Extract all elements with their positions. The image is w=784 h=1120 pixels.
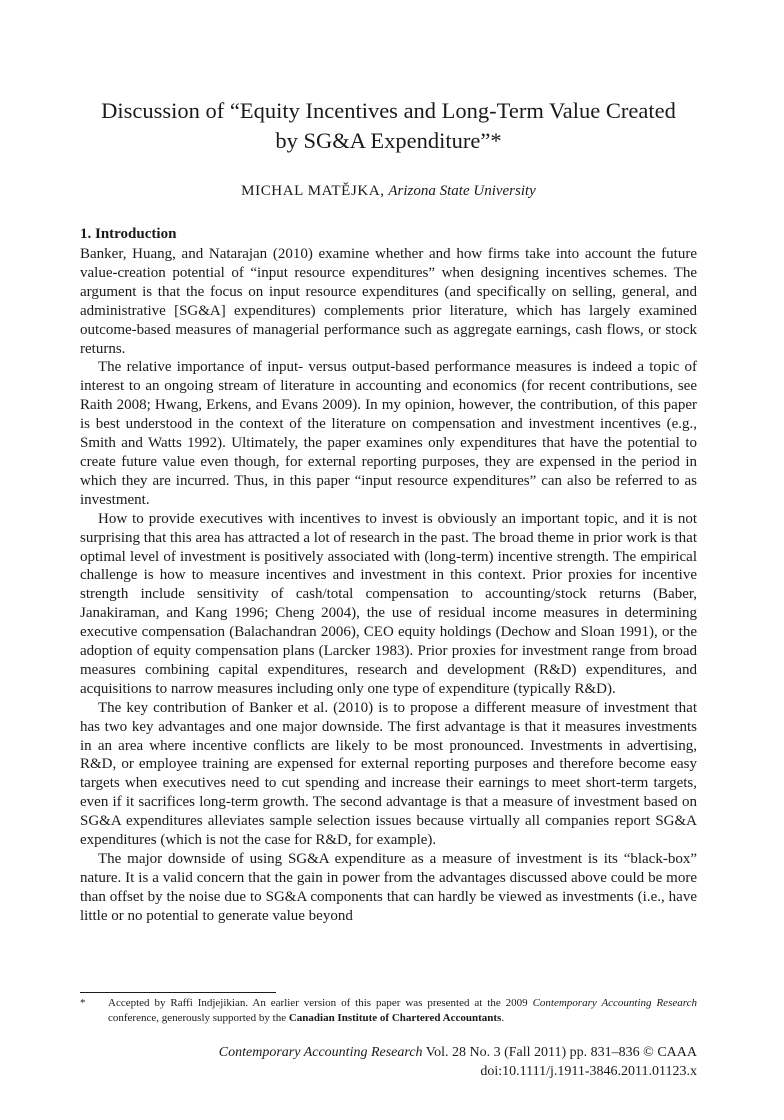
footnote-text-b: conference, generously supported by the	[108, 1012, 289, 1024]
journal-citation	[80, 1043, 697, 1081]
title-line-2: by SG&A Expenditure”*	[275, 128, 502, 153]
author-line	[80, 181, 697, 201]
section-heading: 1. Introduction	[80, 226, 177, 242]
footnote-text	[108, 996, 697, 1026]
paragraph: How to provide executives with incentives to invest is obviously an important topic, and it is not surprising that this area has attracted a lot of research in the past. The broad theme in prior work is that optimal level of investment is positively associated with (long-term) incentive strength. The empirical challenge is how to measure incentives and investment in this context. Prior proxies for incentive strength include sensitivity of cash/total compensation to accounting/stock returns (Baber, Janakiraman, and Kang 1996; Cheng 2004), the use of residual income measures in determining executive compensation (Balachandran 2006), CEO equity holdings (Dechow and Sloan 1991), or the adoption of equity compensation plans (Larcker 1983). Prior proxies for investment range from broad measures combining capital expenditures, research and development (R&D) expenditures, and acquisitions to narrow measures including only one type of expenditure (typically R&D).	[80, 510, 697, 697]
footnote	[80, 996, 697, 1026]
paragraph: Banker, Huang, and Natarajan (2010) examine whether and how firms take into account the future value-creation potential of “input resource expenditures” when designing incentives schemes. The argument is that the focus on input resource expenditures (and specifically on selling, general, and administrative [SG&A] expenditures) complements prior literature, which has largely examined outcome-based measures of managerial performance such as aggregate earnings, cash flows, or stock returns.	[80, 246, 697, 357]
citation-doi: doi:10.1111/j.1911-3846.2011.01123.x	[480, 1064, 697, 1079]
article-body	[80, 245, 697, 926]
article-title	[80, 96, 697, 156]
paragraph: The major downside of using SG&A expenditure as a measure of investment is its “black-box” nature. It is a valid concern that the gain in power from the advantages discussed above could be more than offset by the noise due to SG&A components that can hardly be viewed as investments (i.e., have little or no potential to generate value beyond	[80, 851, 697, 924]
footnote-text-a: Accepted by Raffi Indjejikian. An earlier version of this paper was presented at the 2009	[108, 997, 533, 1009]
citation-details: Vol. 28 No. 3 (Fall 2011) pp. 831–836 © CAAA	[422, 1045, 697, 1060]
footnote-journal: Contemporary Accounting Research	[532, 997, 697, 1009]
footnote-divider	[80, 992, 276, 993]
citation-journal: Contemporary Accounting Research	[218, 1045, 423, 1060]
title-line-1: Discussion of “Equity Incentives and Long-Term Value Created	[101, 98, 676, 123]
footnote-text-c: .	[501, 1012, 505, 1024]
author-name: MICHAL MATĚJKA,	[241, 183, 385, 199]
footnote-mark: *	[80, 997, 86, 1009]
paragraph: The relative importance of input- versus output-based performance measures is indeed a topic of interest to an ongoing stream of literature in accounting and economics (for recent contributions, see Raith 2008; Hwang, Erkens, and Evans 2009). In my opinion, however, the contribution, of this paper is best understood in the context of the literature on compensation and investment incentives (e.g., Smith and Watts 1992). Ultimately, the paper examines only expenditures that have the potential to create future value even though, for external reporting purposes, they are expensed in the period in which they are incurred. Thus, in this paper “input resource expenditures” can also be referred to as investment.	[80, 359, 697, 508]
paragraph: The key contribution of Banker et al. (2010) is to propose a different measure of investment that has two key advantages and one major downside. The first advantage is that it measures investments in an area where incentive conflicts are likely to be most pronounced. Investments in advertising, R&D, or employee training are expensed for external reporting purposes and therefore become easy targets when executives need to cut spending and increase their earnings to meet short-term targets, even if it sacrifices long-term growth. The second advantage is that a measure of investment based on SG&A expenditures alleviates sample selection issues because virtually all companies report SG&A expenditures (which is not the case for R&D, for example).	[80, 699, 697, 849]
citation-line	[80, 1043, 697, 1062]
footnote-sponsor: Canadian Institute of Chartered Accountants	[288, 1012, 502, 1024]
author-affiliation: Arizona State University	[388, 183, 536, 199]
